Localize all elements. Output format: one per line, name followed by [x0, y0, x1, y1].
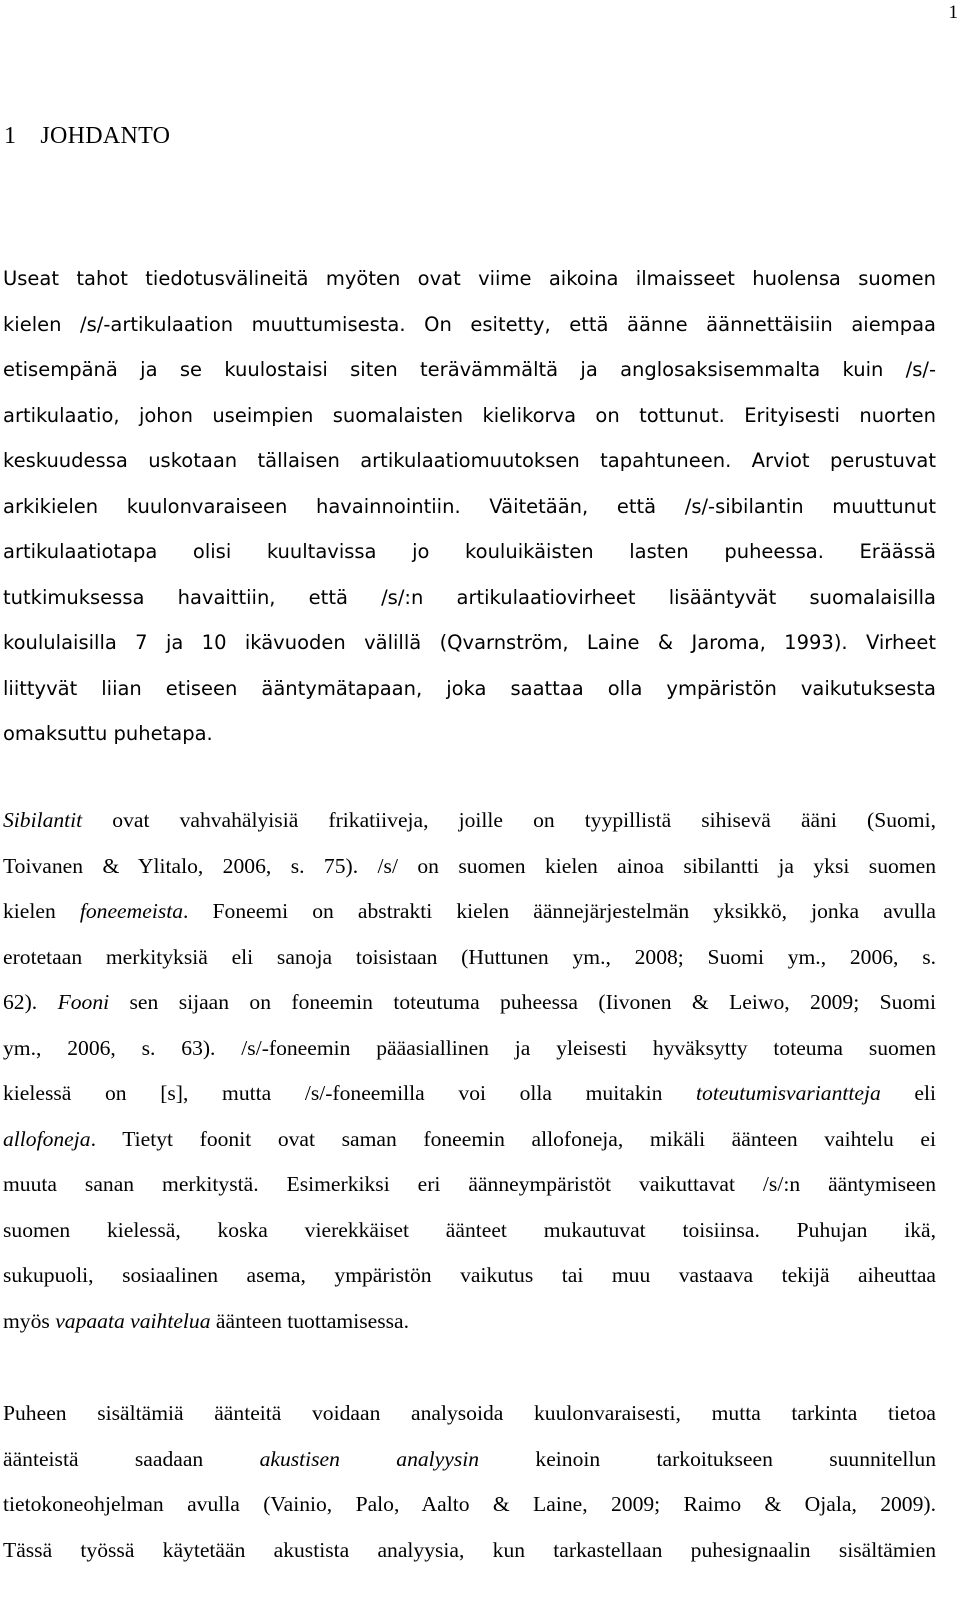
text-line [3, 1299, 936, 1345]
text-line: suomen kielessä, koska vierekkäiset äänteet mukautuvat toisiinsa. Puhujan ikä, [3, 1217, 936, 1242]
text-line [3, 980, 936, 1026]
term-italic: Sibilantit [3, 808, 83, 832]
term-italic: toteutumisvariantteja [696, 1081, 881, 1105]
chapter-title: JOHDANTO [40, 123, 171, 149]
page-number: 1 [948, 2, 958, 23]
text-span: eli [880, 1081, 936, 1105]
text-span: sen sijaan on foneemin toteutuma puheessa (Iivonen & Leiwo, 2009; Suomi [109, 990, 936, 1014]
text-span: äänteistä saadaan [3, 1446, 260, 1471]
text-line: etisempänä ja se kuulostaisi siten terävämmältä ja anglosaksisemmalta kuin /s/- [3, 358, 936, 381]
text-line: Toivanen & Ylitalo, 2006, s. 75). /s/ on suomen kielen ainoa sibilantti ja yksi suomen [3, 853, 936, 878]
term-italic: vapaata vaihtelua [55, 1308, 211, 1333]
text-line [3, 1117, 936, 1163]
text-line [3, 1071, 936, 1117]
text-line: tietokoneohjelman avulla (Vainio, Palo, Aalto & Laine, 2009; Raimo & Ojala, 2009). [3, 1492, 936, 1516]
text-line: ym., 2006, s. 63). /s/-foneemin pääasiallinen ja yleisesti hyväksytty toteuma suomen [3, 1035, 936, 1060]
text-line: liittyvät liian etiseen ääntymätapaan, joka saattaa olla ympäristön vaikutuksesta [3, 676, 936, 700]
text-line: erotetaan merkityksiä eli sanoja toisistaan (Huttunen ym., 2008; Suomi ym., 2006, s. [3, 944, 936, 969]
text-span: 62). [3, 990, 58, 1014]
term-italic: Fooni [57, 990, 110, 1014]
paragraph-sibilants [3, 798, 936, 1344]
paragraph-intro [3, 256, 936, 757]
text-span: äänteen tuottamisessa. [210, 1308, 410, 1333]
text-span: kielen [3, 899, 80, 923]
text-line: Useat tahot tiedotusvälineitä myöten ovat viime aikoina ilmaisseet huolensa suomen [3, 267, 936, 290]
text-span: keinoin tarkoitukseen suunnitellun [479, 1446, 936, 1471]
text-line: tutkimuksessa havaittiin, että /s/:n artikulaatiovirheet lisääntyvät suomalaisilla [3, 585, 936, 609]
term-italic: foneemeista [79, 899, 184, 923]
chapter-heading [4, 123, 170, 150]
paragraph-analysis [3, 1391, 936, 1573]
text-line: koululaisilla 7 ja 10 ikävuoden välillä (Qvarnström, Laine & Jaroma, 1993). Virheet [3, 631, 936, 654]
text-line: arkikielen kuulonvaraiseen havainnointiin. Väitetään, että /s/-sibilantin muuttunut [3, 494, 936, 518]
text-span: . Tietyt foonit ovat saman foneemin allofoneja, mikäli äänteen vaihtelu ei [90, 1126, 936, 1151]
text-line: artikulaatio, johon useimpien suomalaisten kielikorva on tottunut. Erityisesti nuorten [3, 403, 936, 427]
term-italic: akustisen analyysin [259, 1446, 480, 1471]
text-span: kielessä on [s], mutta /s/-foneemilla voi olla muitakin [3, 1081, 697, 1105]
text-span: ovat vahvahälyisiä frikatiiveja, joille on tyypillistä sihisevä ääni (Suomi, [82, 808, 936, 832]
chapter-number: 1 [4, 123, 17, 149]
text-span: myös [3, 1308, 56, 1333]
text-line: sukupuoli, sosiaalinen asema, ympäristön vaikutus tai muu vastaava tekijä aiheuttaa [3, 1263, 936, 1287]
text-line: muuta sanan merkitystä. Esimerkiksi eri äänneympäristöt vaikuttavat /s/:n ääntymiseen [3, 1172, 936, 1196]
text-line: keskuudessa uskotaan tällaisen artikulaatiomuutoksen tapahtuneen. Arviot perustuvat [3, 449, 936, 472]
text-span: . Foneemi on abstrakti kielen äännejärjestelmän yksikkö, jonka avulla [183, 899, 936, 923]
text-line: artikulaatiotapa olisi kuultavissa jo kouluikäisten lasten puheessa. Eräässä [3, 540, 936, 563]
text-line: kielen /s/-artikulaation muuttumisesta. On esitetty, että äänne äännettäisiin aiempaa [3, 312, 936, 336]
text-line [3, 1437, 936, 1483]
text-line [3, 889, 936, 935]
term-italic: allofoneja [3, 1126, 91, 1151]
text-line: omaksuttu puhetapa. [3, 722, 213, 745]
text-line [3, 798, 936, 844]
text-line: Puheen sisältämiä äänteitä voidaan analysoida kuulonvaraisesti, mutta tarkinta tietoa [3, 1401, 936, 1425]
text-line: Tässä työssä käytetään akustista analyysia, kun tarkastellaan puhesignaalin sisältämien [3, 1537, 936, 1562]
